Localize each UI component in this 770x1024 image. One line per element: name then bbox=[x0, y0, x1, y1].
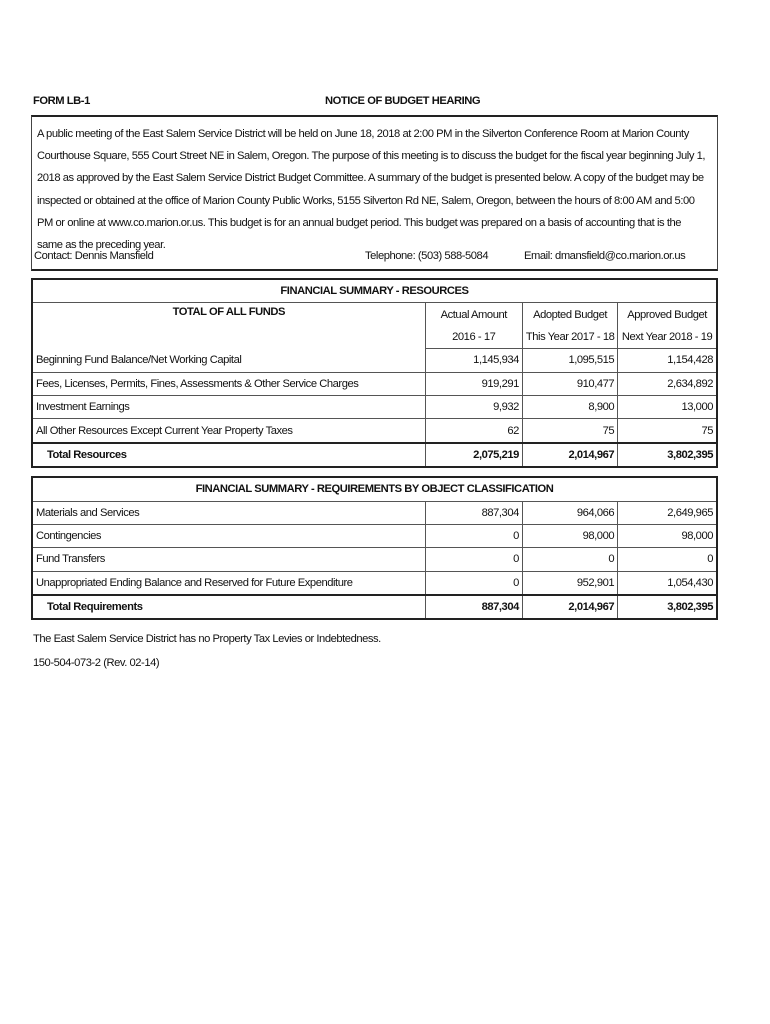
row-adopted: 8,900 bbox=[522, 395, 617, 418]
col-actual-year: 2016 - 17 bbox=[425, 326, 522, 349]
row-approved: 0 bbox=[618, 548, 717, 571]
row-approved: 75 bbox=[618, 419, 717, 443]
notice-paragraph: A public meeting of the East Salem Service District will be held on June 18, 2018 at 2:00 PM in the Silverton Conference Room at Marion County Courthouse Square, 555 Court Street NE in Salem, Oregon. The purpose of this meeting is to discuss the budget for the fiscal year beginning July 1, 2018 as approved by the East Salem Service District Budget Committee. A summary of the budget is presented below. A copy of the budget may be inspected or obtained at the office of Marion County Public Works, 5155 Silverton Rd NE, Salem, Oregon, between the hours of 8:00 AM and 5:00 PM or online at www.co.marion.or.us. This budget is for an annual budget period. This budget was prepared on a basis of accounting that is the same as the preceding year. bbox=[31, 115, 718, 247]
row-approved: 98,000 bbox=[618, 524, 717, 547]
row-approved: 2,634,892 bbox=[618, 372, 717, 395]
total-label: Total Requirements bbox=[32, 595, 425, 619]
requirements-title: FINANCIAL SUMMARY - REQUIREMENTS BY OBJECT CLASSIFICATION bbox=[32, 477, 717, 501]
no-levies-note: The East Salem Service District has no Property Tax Levies or Indebtedness. bbox=[33, 633, 381, 646]
row-label: Materials and Services bbox=[32, 501, 425, 524]
requirements-table bbox=[31, 476, 718, 620]
total-actual: 2,075,219 bbox=[425, 443, 522, 467]
table-row bbox=[32, 548, 717, 571]
row-adopted: 98,000 bbox=[522, 524, 617, 547]
total-resources-row bbox=[32, 443, 717, 467]
fund-label: TOTAL OF ALL FUNDS bbox=[172, 306, 286, 319]
contact-telephone: Telephone: (503) 588-5084 bbox=[365, 250, 489, 262]
total-adopted: 2,014,967 bbox=[522, 595, 617, 619]
total-approved: 3,802,395 bbox=[618, 443, 717, 467]
total-label: Total Resources bbox=[32, 443, 425, 467]
table-row bbox=[32, 501, 717, 524]
col-adopted-year: This Year 2017 - 18 bbox=[522, 326, 617, 349]
col-adopted-header: Adopted Budget bbox=[522, 303, 617, 326]
table-row bbox=[32, 419, 717, 443]
table-row bbox=[32, 372, 717, 395]
row-actual: 0 bbox=[425, 548, 522, 571]
row-adopted: 0 bbox=[522, 548, 617, 571]
row-actual: 9,932 bbox=[425, 395, 522, 418]
row-actual: 1,145,934 bbox=[425, 349, 522, 372]
col-approved-header: Approved Budget bbox=[618, 303, 717, 326]
total-approved: 3,802,395 bbox=[618, 595, 717, 619]
resources-table bbox=[31, 278, 718, 468]
total-requirements-row bbox=[32, 595, 717, 619]
total-actual: 887,304 bbox=[425, 595, 522, 619]
row-approved: 2,649,965 bbox=[618, 501, 717, 524]
row-adopted: 1,095,515 bbox=[522, 349, 617, 372]
form-number: 150-504-073-2 (Rev. 02-14) bbox=[33, 657, 160, 670]
table-row bbox=[32, 571, 717, 595]
row-actual: 0 bbox=[425, 571, 522, 595]
row-actual: 887,304 bbox=[425, 501, 522, 524]
row-approved: 1,154,428 bbox=[618, 349, 717, 372]
row-label: Beginning Fund Balance/Net Working Capital bbox=[32, 349, 425, 372]
budget-notice-form bbox=[31, 93, 718, 675]
row-adopted: 75 bbox=[522, 419, 617, 443]
row-actual: 62 bbox=[425, 419, 522, 443]
col-actual-header: Actual Amount bbox=[425, 303, 522, 326]
form-label: FORM LB-1 bbox=[33, 95, 90, 107]
row-label: All Other Resources Except Current Year Property Taxes bbox=[32, 419, 425, 443]
contact-line bbox=[31, 247, 718, 271]
row-approved: 1,054,430 bbox=[618, 571, 717, 595]
row-label: Investment Earnings bbox=[32, 395, 425, 418]
row-label: Fees, Licenses, Permits, Fines, Assessments & Other Service Charges bbox=[32, 372, 425, 395]
row-adopted: 964,066 bbox=[522, 501, 617, 524]
resources-title: FINANCIAL SUMMARY - RESOURCES bbox=[32, 279, 717, 303]
row-adopted: 910,477 bbox=[522, 372, 617, 395]
row-label: Fund Transfers bbox=[32, 548, 425, 571]
table-row bbox=[32, 349, 717, 372]
row-actual: 919,291 bbox=[425, 372, 522, 395]
table-row bbox=[32, 395, 717, 418]
col-approved-year: Next Year 2018 - 19 bbox=[618, 326, 717, 349]
row-adopted: 952,901 bbox=[522, 571, 617, 595]
contact-email: Email: dmansfield@co.marion.or.us bbox=[524, 250, 686, 262]
form-header bbox=[31, 93, 718, 115]
row-actual: 0 bbox=[425, 524, 522, 547]
form-title: NOTICE OF BUDGET HEARING bbox=[325, 95, 481, 107]
footer bbox=[31, 627, 718, 675]
total-adopted: 2,014,967 bbox=[522, 443, 617, 467]
row-label: Contingencies bbox=[32, 524, 425, 547]
table-row bbox=[32, 524, 717, 547]
row-label: Unappropriated Ending Balance and Reserved for Future Expenditure bbox=[32, 571, 425, 595]
contact-name: Contact: Dennis Mansfield bbox=[34, 250, 154, 262]
row-approved: 13,000 bbox=[618, 395, 717, 418]
